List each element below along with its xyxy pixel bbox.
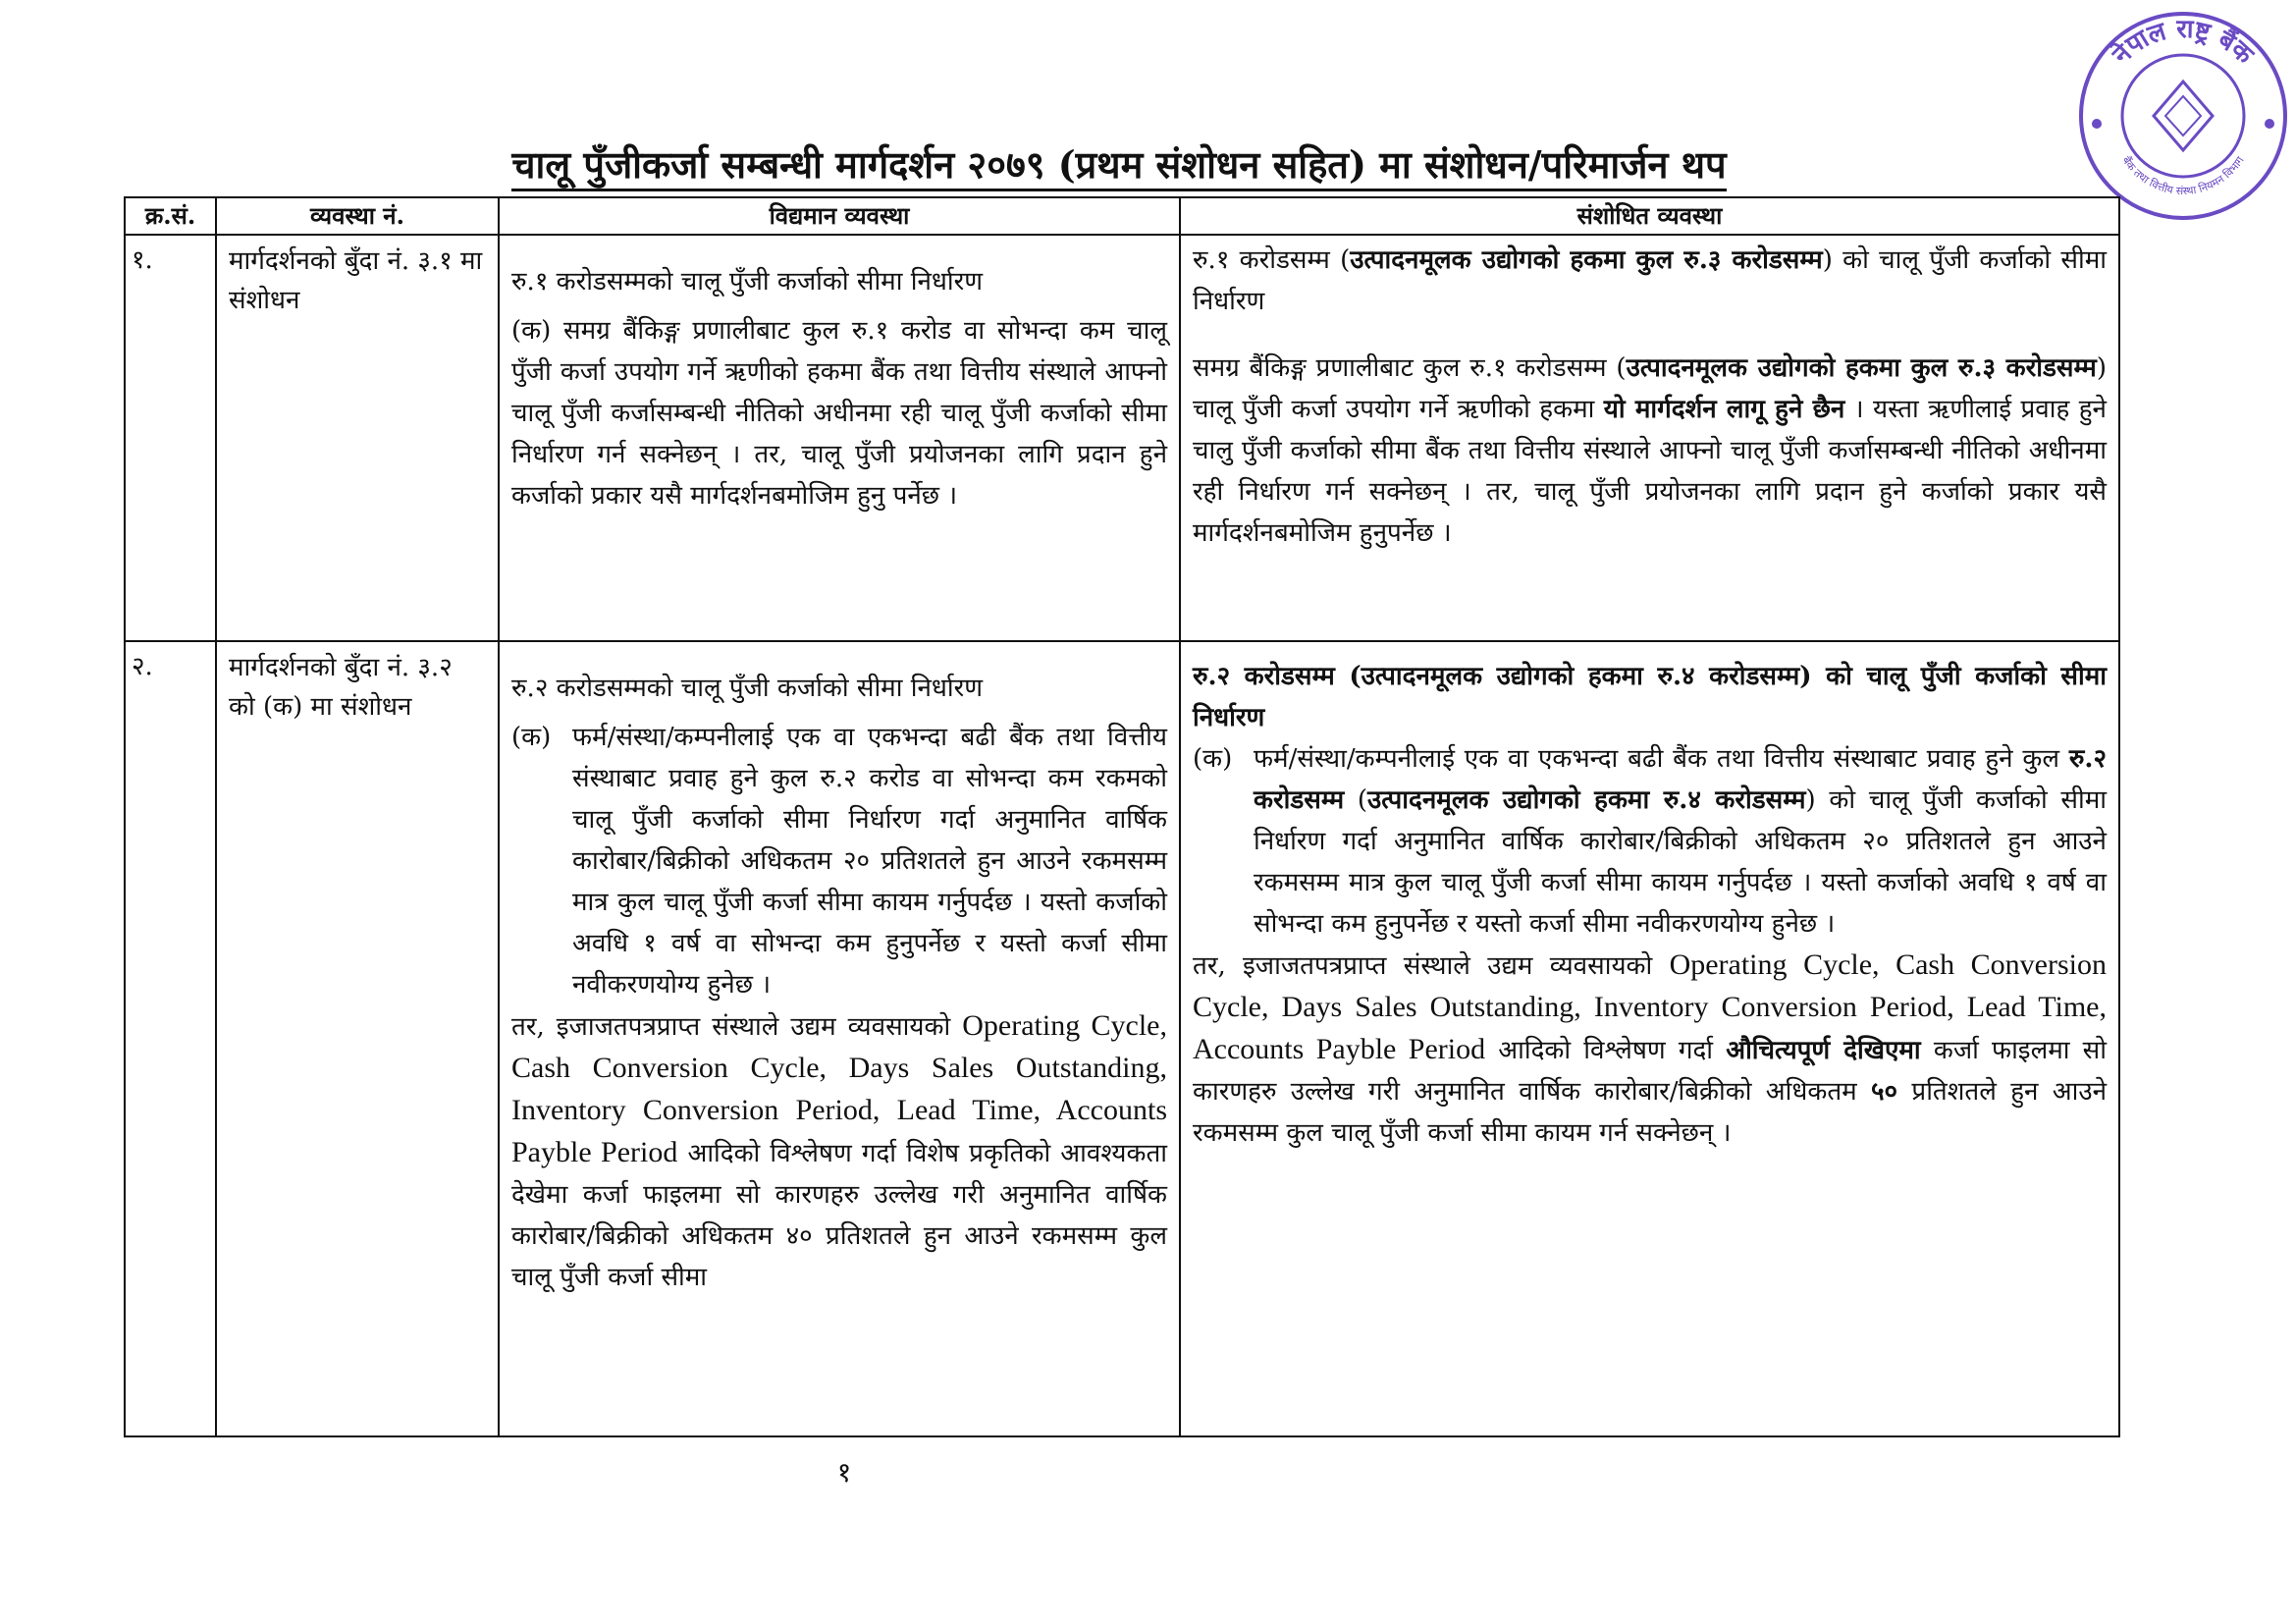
amended-item-ka: (क) फर्म/संस्था/कम्पनीलाई एक वा एकभन्दा बढी बैंक तथा वित्तीय संस्थाबाट प्रवाह हुने कुल रु.२ करोडसम्म (उत्पादनमूलक उद्योगको हकमा रु.४ करोडसम्म) को चालू पुँजी कर्जाको सीमा निर्धारण गर्दा अनुमानित वार्षिक कारोबार/बिक्रीको अधिकतम २० प्रतिशतले हुन आउने रकमसम्म मात्र कुल चालू पुँजी कर्जा सीमा कायम गर्नुपर्दछ । यस्तो कर्जाको अवधि १ वर्ष वा सोभन्दा कम हुनुपर्नेछ र यस्तो कर्जा सीमा नवीकरणयोग्य हुनेछ ।	[1193, 738, 2107, 945]
amended-heading: रु.१ करोडसम्म (उत्पादनमूलक उद्योगको हकमा कुल रु.३ करोडसम्म) को चालू पुँजी कर्जाको सीमा निर्धारण	[1193, 245, 2108, 316]
nepal-rastra-bank-seal	[2075, 8, 2291, 224]
svg-text:बैंक तथा वित्तीय संस्था नियमन: बैंक तथा वित्तीय संस्था नियमन विभाग	[2119, 154, 2247, 198]
header-serial: क्र.सं.	[125, 197, 216, 235]
header-existing: विद्यमान व्यवस्था	[499, 197, 1180, 235]
header-amended: संशोधित व्यवस्था	[1180, 197, 2119, 235]
amendment-table	[124, 196, 2120, 1437]
row-reference: मार्गदर्शनको बुँदा नं. ३.२ को (क) मा संशोधन	[216, 641, 499, 1436]
document-title-text: चालू पुँजीकर्जा सम्बन्धी मार्गदर्शन २०७९ (प्रथम संशोधन सहित) मा संशोधन/परिमार्जन थप	[511, 142, 1726, 191]
row-serial: २.	[125, 641, 216, 1436]
item-label: (क)	[511, 723, 552, 752]
table-header-row	[125, 197, 2119, 235]
document-title	[294, 135, 1944, 194]
existing-item-ka: (क) फर्म/संस्था/कम्पनीलाई एक वा एकभन्दा बढी बैंक तथा वित्तीय संस्थाबाट प्रवाह हुने कुल रु.२ करोड वा सोभन्दा कम रकमको चालू पुँजी कर्जाको सीमा निर्धारण गर्दा अनुमानित वार्षिक कारोबार/बिक्रीको अधिकतम २० प्रतिशतले हुन आउने रकमसम्म मात्र कुल चालू पुँजी कर्जा सीमा कायम गर्नुपर्दछ । यस्तो कर्जाको अवधि १ वर्ष वा सोभन्दा कम हुनुपर्नेछ र यस्तो कर्जा सीमा नवीकरणयोग्य हुनेछ ।	[511, 717, 1167, 1005]
svg-text:नेपाल राष्ट्र बैंक: नेपाल राष्ट्र बैंक	[2107, 14, 2260, 71]
existing-heading: रु.१ करोडसम्मको चालू पुँजी कर्जाको सीमा निर्धारण	[511, 267, 984, 297]
row-serial: १.	[125, 235, 216, 641]
existing-heading: रु.२ करोडसम्मको चालू पुँजी कर्जाको सीमा निर्धारण	[511, 674, 984, 703]
amended-heading: रु.२ करोडसम्म (उत्पादनमूलक उद्योगको हकमा रु.४ करोडसम्म) को चालू पुँजी कर्जाको सीमा निर्धारण	[1193, 662, 2107, 732]
table-row	[125, 235, 2119, 641]
amended-body: समग्र बैंकिङ्ग प्रणालीबाट कुल रु.१ करोडसम्म (उत्पादनमूलक उद्योगको हकमा कुल रु.३ करोडसम्म) चालू पुँजी कर्जा उपयोग गर्ने ऋणीको हकमा यो मार्गदर्शन लागू हुने छैन । यस्ता ऋणीलाई प्रवाह हुने चालु पुँजी कर्जाको सीमा बैंक तथा वित्तीय संस्थाले आफ्नो चालू पुँजी कर्जासम्बन्धी नीतिको अधीनमा रही निर्धारण गर्न सक्नेछन् । तर, चालू पुँजी प्रयोजनका लागि प्रदान हुने कर्जाको प्रकार यसै मार्गदर्शनबमोजिम हुनुपर्नेछ ।	[1193, 353, 2107, 548]
amended-provision-cell	[1180, 235, 2119, 641]
existing-proviso: तर, इजाजतपत्रप्राप्त संस्थाले उद्यम व्यवसायको Operating Cycle, Cash Conversion Cycle, Days Sales Outstanding, Inventory Conversion Period, Lead Time, Accounts Payble Period आदिको विश्लेषण गर्दा विशेष प्रकृतिको आवश्यकता देखेमा कर्जा फाइलमा सो कारणहरु उल्लेख गरी अनुमानित वार्षिक कारोबार/बिक्रीको अधिकतम ४० प्रतिशतले हुन आउने रकमसम्म कुल चालू पुँजी कर्जा सीमा	[511, 1009, 1167, 1292]
existing-body: (क) समग्र बैंकिङ्ग प्रणालीबाट कुल रु.१ करोड वा सोभन्दा कम चालू पुँजी कर्जा उपयोग गर्ने ऋणीको हकमा बैंक तथा वित्तीय संस्थाले आफ्नो चालू पुँजी कर्जासम्बन्धी नीतिको अधीनमा रही चालू पुँजी कर्जाको सीमा निर्धारण गर्न सक्नेछन् । तर, चालू पुँजी प्रयोजनका लागि प्रदान हुने कर्जाको प्रकार यसै मार्गदर्शनबमोजिम हुनु पर्नेछ ।	[511, 316, 1167, 511]
amended-provision-cell	[1180, 641, 2119, 1436]
table-row	[125, 641, 2119, 1436]
amended-proviso: तर, इजाजतपत्रप्राप्त संस्थाले उद्यम व्यवसायको Operating Cycle, Cash Conversion Cycle, Days Sales Outstanding, Inventory Conversion Period, Lead Time, Accounts Payble Period आदिको विश्लेषण गर्दा औचित्यपूर्ण देखिएमा कर्जा फाइलमा सो कारणहरु उल्लेख गरी अनुमानित वार्षिक कारोबार/बिक्रीको अधिकतम ५० प्रतिशतले हुन आउने रकमसम्म कुल चालू पुँजी कर्जा सीमा कायम गर्न सक्नेछन् ।	[1193, 948, 2107, 1148]
page-number: १	[836, 1456, 852, 1489]
existing-provision-cell	[499, 641, 1180, 1436]
item-label: (क)	[1193, 744, 1233, 774]
row-reference: मार्गदर्शनको बुँदा नं. ३.१ मा संशोधन	[216, 235, 499, 641]
existing-provision-cell	[499, 235, 1180, 641]
header-reference: व्यवस्था नं.	[216, 197, 499, 235]
